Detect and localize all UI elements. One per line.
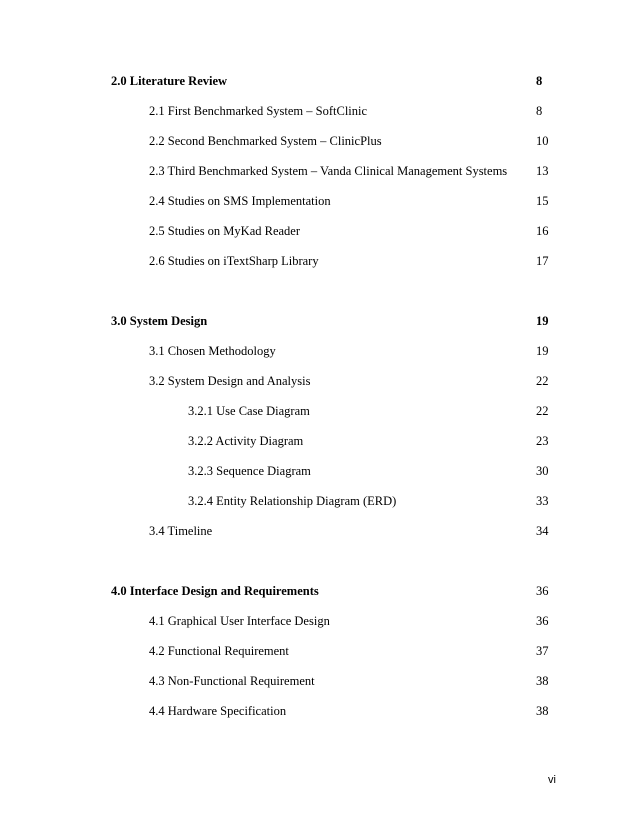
toc-entry-label: 2.2 Second Benchmarked System – ClinicPlus [149,134,382,148]
toc-entry-label: 2.4 Studies on SMS Implementation [149,194,331,208]
toc-entry-label: 2.3 Third Benchmarked System – Vanda Clinical Management Systems [149,164,508,178]
toc-entry-page: 8 [536,74,543,88]
toc-entry-use-case [0,402,638,420]
toc-entry-label: 4.0 Interface Design and Requirements [111,584,319,598]
toc-entry-hardware [0,702,638,720]
toc-entry-label: 2.1 First Benchmarked System – SoftClinic [149,104,368,118]
toc-entry-page: 22 [536,404,549,418]
toc-entry-gui [0,612,638,630]
toc-entry-clinicplus [0,132,638,150]
toc-entry-page: 22 [536,374,549,388]
toc-entry-page: 38 [536,704,549,718]
toc-entry-page: 23 [536,434,549,448]
toc-entry-label: 4.3 Non-Functional Requirement [149,674,315,688]
toc-entry-page: 19 [536,344,549,358]
toc-entry-page: 10 [536,134,549,148]
toc-entry-label: 3.2.2 Activity Diagram [188,434,304,448]
toc-entry-label: 3.2.3 Sequence Diagram [188,464,311,478]
toc-entry-label: 3.1 Chosen Methodology [149,344,276,358]
toc-entry-label: 4.2 Functional Requirement [149,644,289,658]
toc-entry-label: 3.2.4 Entity Relationship Diagram (ERD) [188,494,397,508]
toc-entry-page: 17 [536,254,549,268]
toc-entry-label: 3.0 System Design [111,314,208,328]
toc-entry-label: 3.2.1 Use Case Diagram [188,404,310,418]
toc-entry-design-analysis [0,372,638,390]
toc-entry-activity [0,432,638,450]
toc-entry-page: 15 [536,194,549,208]
toc-entry-label: 2.6 Studies on iTextSharp Library [149,254,319,268]
toc-entry-softclinic [0,102,638,120]
toc-entry-interface-design [0,582,638,600]
toc-entry-page: 37 [536,644,549,658]
toc-entry-page: 36 [536,614,549,628]
toc-entry-page: 19 [536,314,549,328]
toc-entry-system-design [0,312,638,330]
toc-entry-erd [0,492,638,510]
toc-entry-page: 30 [536,464,549,478]
toc-entry-page: 36 [536,584,549,598]
toc-entry-label: 3.2 System Design and Analysis [149,374,311,388]
toc-entry-label: 4.1 Graphical User Interface Design [149,614,330,628]
toc-entry-non-functional [0,672,638,690]
toc-entry-page: 8 [536,104,543,118]
toc-entry-itextsharp [0,252,638,270]
toc-entry-label: 2.5 Studies on MyKad Reader [149,224,301,238]
toc-entry-page: 16 [536,224,549,238]
toc-entry-page: 38 [536,674,549,688]
toc-entry-mykad [0,222,638,240]
toc-entry-vanda [0,162,638,180]
toc-entry-functional [0,642,638,660]
toc-entry-page: 13 [536,164,549,178]
toc-entry-page: 34 [536,524,549,538]
toc-entry-page: 33 [536,494,549,508]
toc-entry-label: 4.4 Hardware Specification [149,704,287,718]
toc-entry-literature-review [0,72,638,90]
toc-entry-sequence [0,462,638,480]
toc-entry-label: 2.0 Literature Review [111,74,228,88]
toc-entry-timeline [0,522,638,540]
toc-entry-sms [0,192,638,210]
page-number: vi [548,774,556,786]
toc-entry-label: 3.4 Timeline [149,524,213,538]
toc-entry-methodology [0,342,638,360]
